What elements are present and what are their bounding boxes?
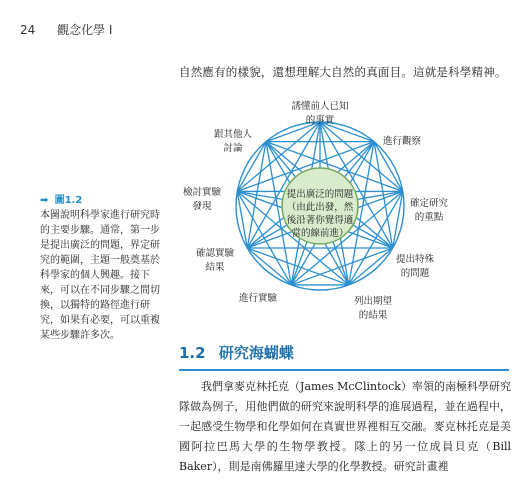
step-label-bottom-right [333,295,413,323]
step-label-line: 確定研究 [409,198,448,209]
center-line-4: 當的線前進） [291,228,349,239]
step-label-right [389,197,469,225]
figure-caption-text: 本圖說明科學家進行研究時的主要步驟。通常，第一步是提出廣泛的問題，界定研究的範圍，主題一般奠基於科學家的個人興趣。接下來，可以在不同步驟之間切換，以獨特的路徑進行研究，如果有必要，可以重複某些步驟許多次。 [40,210,160,341]
step-label-line: 的重點 [414,212,444,223]
step-label-line: 的結果 [358,310,388,321]
step-label-line: 發現 [192,201,212,212]
step-label-upper-left [193,128,273,156]
step-label-line: 討論 [223,143,243,154]
step-label-line: 的問題 [400,268,430,279]
step-label-line: 提出特殊 [395,254,434,265]
step-label-line: 確認實驗 [195,248,234,259]
center-question [281,188,359,240]
step-label-line: 的事實 [305,115,335,126]
center-line-1: 提出廣泛的問題 [286,189,354,200]
step-label-lower-left [175,247,255,275]
section-title: 研究海蝴蝶 [218,344,294,362]
step-label-line: 結果 [205,262,225,273]
step-label-line: 跟其他人 [213,129,252,140]
center-line-2: （由此出發，然 [286,202,354,213]
page-number: 24 [20,23,36,37]
arrow-right-icon: ➡ [40,195,49,206]
step-label-lower-right [375,253,455,281]
step-label-upper-right [362,135,442,149]
step-label-line: 列出期望 [353,296,392,307]
section-heading [179,342,509,371]
body-paragraph: 我們拿麥克林托克（James McClintock）率領的南極科學研究隊做為例子，用他們做的研究來說明科學的進展過程，並在過程中，一起感受生物學和化學如何在真實世界裡相互交融。麥克林托克是美國阿拉巴馬大學的生物學教授。隊上的另一位成員貝克（Bill Baker），則是南佛羅里達大學的化學教授。研究計畫裡 [179,380,511,473]
section-number: 1.2 [179,344,206,362]
book-title: 觀念化學 I [57,23,113,37]
section-rule [179,369,509,371]
body-text [179,377,511,477]
step-label-bottom-left [218,292,298,306]
step-label-line: 誘懂前人已知 [291,101,349,112]
step-label-line: 進行觀察 [382,136,421,147]
step-label-left [162,186,242,214]
intro-line: 自然應有的樣貌，還想理解大自然的真面目。這就是科學精神。 [179,65,507,79]
center-line-3: 後沿著你覺得適 [286,215,354,226]
step-label-line: 進行實驗 [238,293,277,304]
figure-label: 圖1.2 [54,195,83,206]
step-label-top [280,100,360,128]
step-label-line: 檢討實驗 [182,187,221,198]
